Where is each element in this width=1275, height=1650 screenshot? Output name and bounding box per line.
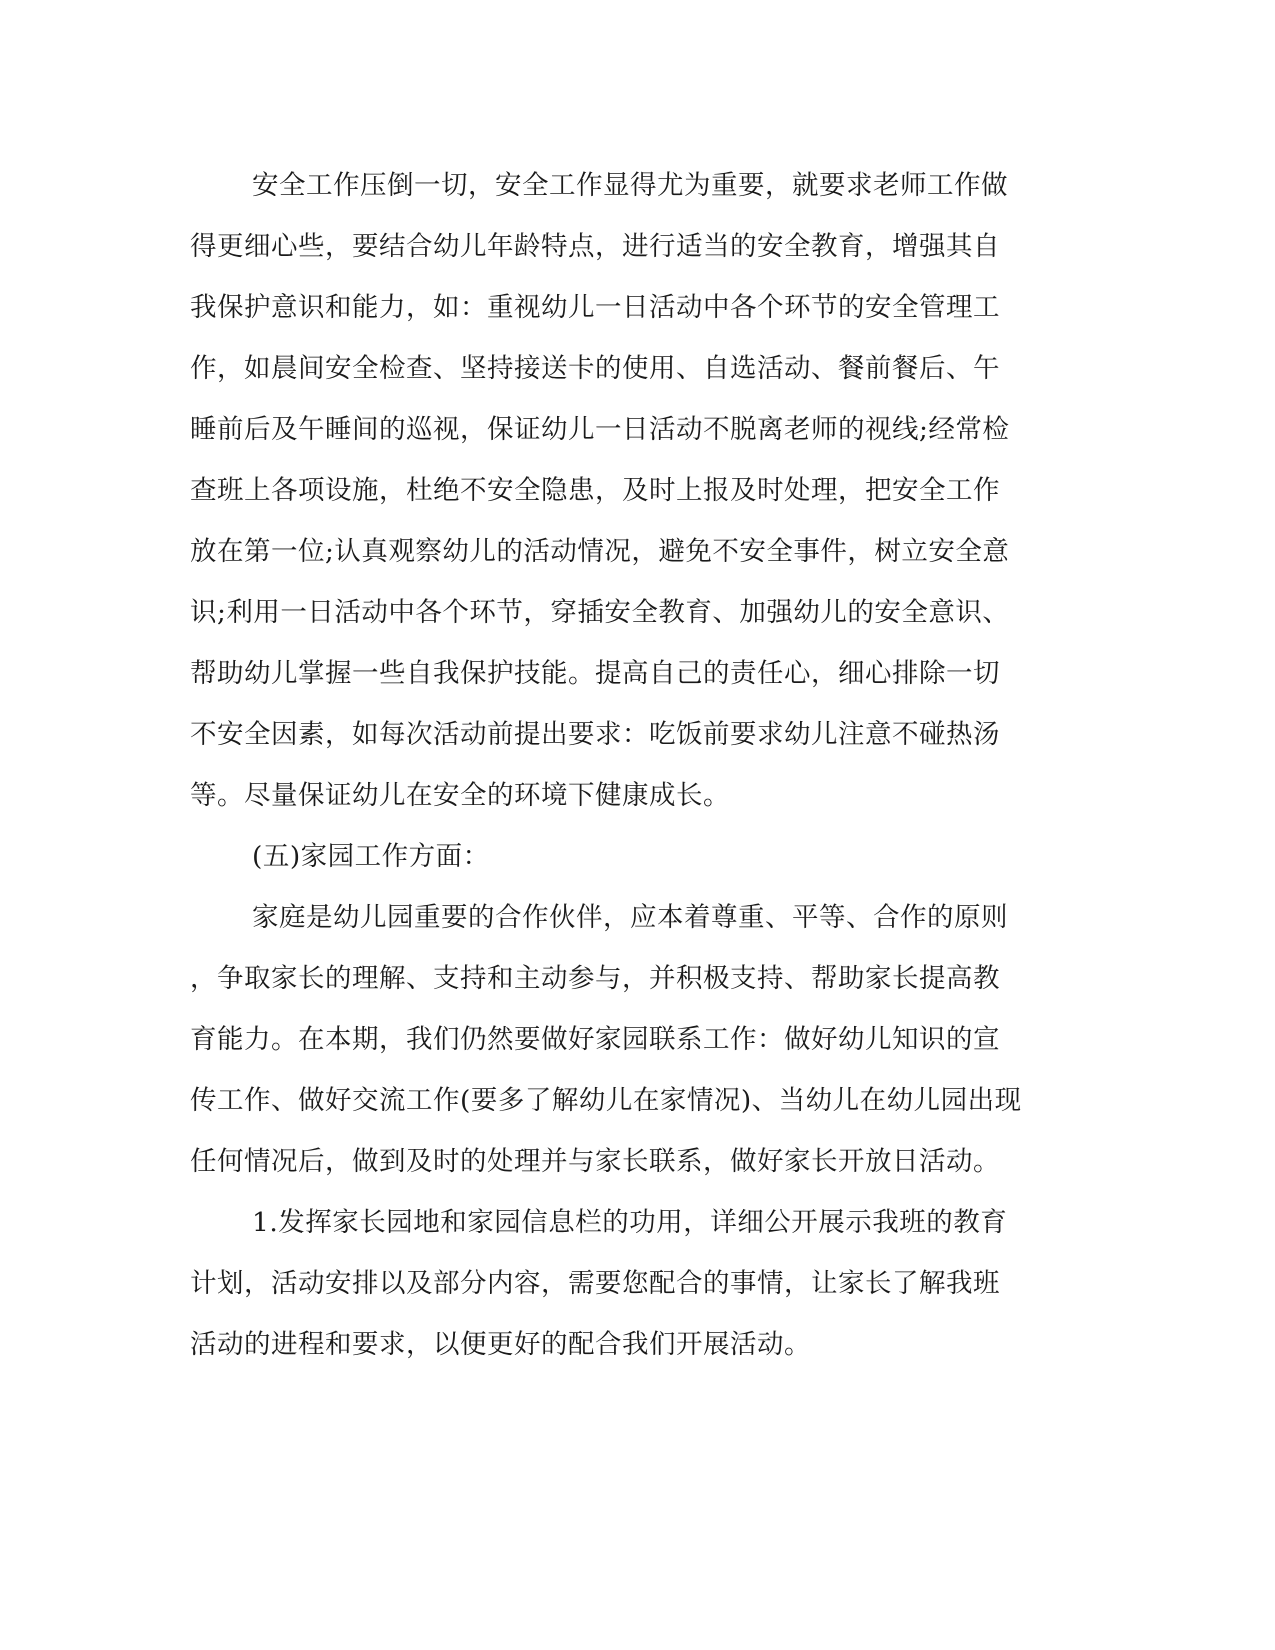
text-line: 安全工作压倒一切，安全工作显得尤为重要，就要求老师工作做: [252, 170, 1008, 201]
text-line: 得更细心些，要结合幼儿年龄特点，进行适当的安全教育，增强其自: [190, 231, 1000, 262]
text-line: 帮助幼儿掌握一些自我保护技能。提高自己的责任心，细心排除一切: [190, 658, 1000, 689]
text-line: 识;利用一日活动中各个环节，穿插安全教育、加强幼儿的安全意识、: [190, 597, 1010, 628]
section-heading: (五)家园工作方面：: [252, 841, 490, 872]
text-line: 育能力。在本期，我们仍然要做好家园联系工作：做好幼儿知识的宣: [190, 1024, 1000, 1055]
text-line: 任何情况后，做到及时的处理并与家长联系，做好家长开放日活动。: [190, 1146, 1000, 1177]
text-line: 查班上各项设施，杜绝不安全隐患，及时上报及时处理，把安全工作: [190, 475, 1000, 506]
text-line: 计划，活动安排以及部分内容，需要您配合的事情，让家长了解我班: [190, 1268, 1000, 1299]
text-line: 放在第一位;认真观察幼儿的活动情况，避免不安全事件，树立安全意: [190, 536, 1010, 567]
text-line: 我保护意识和能力，如：重视幼儿一日活动中各个环节的安全管理工: [190, 292, 1000, 323]
text-line: 传工作、做好交流工作(要多了解幼儿在家情况)、当幼儿在幼儿园出现: [190, 1085, 1022, 1116]
text-line: 等。尽量保证幼儿在安全的环境下健康成长。: [190, 780, 730, 811]
text-line: 睡前后及午睡间的巡视，保证幼儿一日活动不脱离老师的视线;经常检: [190, 414, 1010, 445]
text-line: ，争取家长的理解、支持和主动参与，并积极支持、帮助家长提高教: [190, 963, 1000, 994]
document-body: [190, 155, 1060, 1375]
text-line: 作，如晨间安全检查、坚持接送卡的使用、自选活动、餐前餐后、午: [190, 353, 1000, 384]
text-line: 家庭是幼儿园重要的合作伙伴，应本着尊重、平等、合作的原则: [252, 902, 1008, 933]
text-line: 不安全因素，如每次活动前提出要求：吃饭前要求幼儿注意不碰热汤: [190, 719, 1000, 750]
text-line: 活动的进程和要求，以便更好的配合我们开展活动。: [190, 1329, 811, 1360]
list-item: 1.发挥家长园地和家园信息栏的功用，详细公开展示我班的教育: [252, 1207, 1008, 1238]
